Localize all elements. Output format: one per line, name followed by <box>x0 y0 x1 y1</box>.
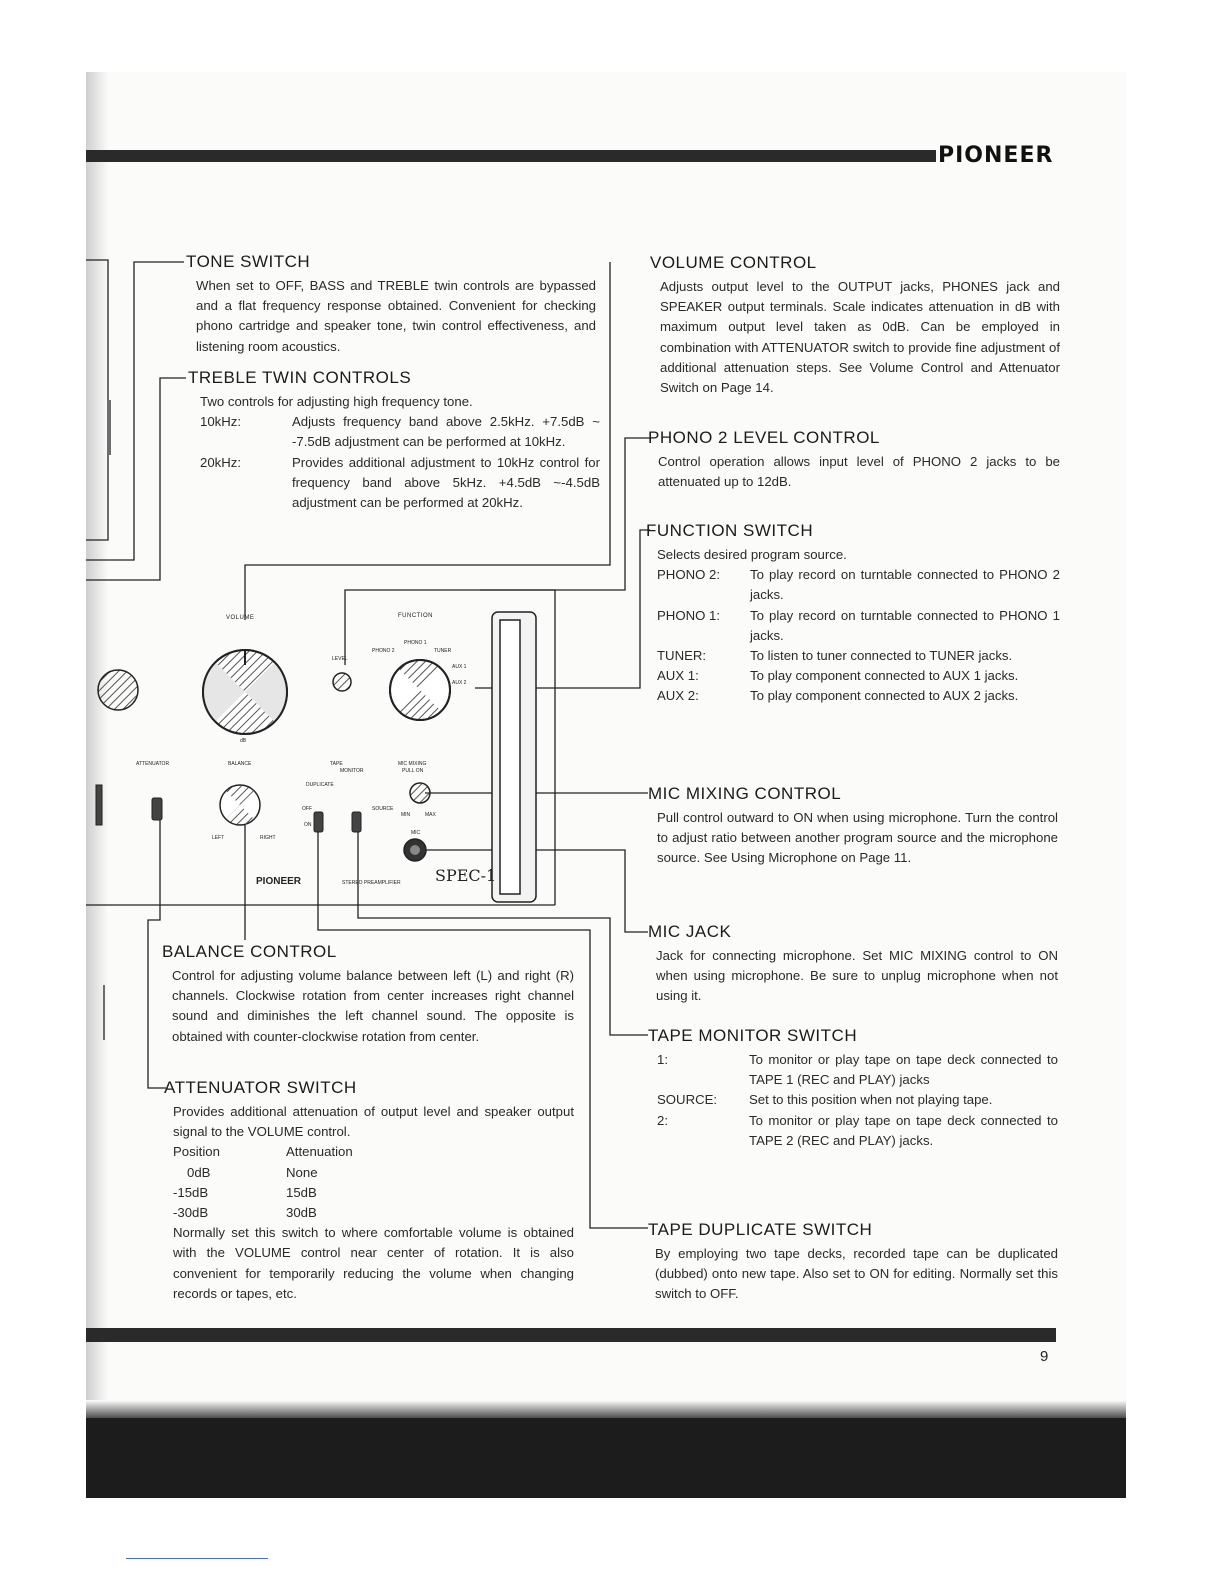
attenuator-cell-attenuation: None <box>286 1164 318 1180</box>
treble-row <box>200 412 600 452</box>
mic-mixing-title: MIC MIXING CONTROL <box>648 784 842 803</box>
function-row-value: To listen to tuner connected to TUNER jacks. <box>750 648 1013 664</box>
function-intro: Selects desired program source. <box>657 547 847 562</box>
tone-switch-section <box>186 252 596 357</box>
label-mic: MIC <box>411 830 421 836</box>
attenuator-head-attenuation: Attenuation <box>286 1144 353 1160</box>
treble-intro: Two controls for adjusting high frequency tone. <box>200 394 473 409</box>
tape-monitor-section <box>648 1026 1058 1151</box>
tape-monitor-row <box>657 1111 1058 1151</box>
panel-caption: STEREO PREAMPLIFIER <box>342 880 401 886</box>
tape-monitor-row-key: 1: <box>657 1052 668 1067</box>
attenuator-cell-position: -30dB <box>173 1205 209 1221</box>
label-duplicate: DUPLICATE <box>306 782 334 788</box>
attenuator-section <box>164 1078 574 1304</box>
panel-brand: PIONEER <box>256 876 302 887</box>
tape-duplicate-section <box>648 1220 1058 1305</box>
treble-row-value: Provides additional adjustment to 10kHz control for frequency band above 5kHz. +4.5dB ~-4.5dB adjustment can be performed at 20kHz. <box>292 454 600 511</box>
mic-mixing-section <box>648 784 1058 869</box>
phono2-body: Control operation allows input level of PHONO 2 jacks to be attenuated up to 12dB. <box>658 454 1060 490</box>
tape-monitor-row-key: 2: <box>657 1112 668 1128</box>
label-monitor: MONITOR <box>340 768 364 774</box>
tape-monitor-row <box>657 1050 1058 1090</box>
label-level: LEVEL <box>332 656 348 662</box>
function-row <box>657 565 1060 605</box>
attenuator-cell-position: 0dB <box>187 1164 211 1180</box>
attenuator-cell-attenuation: 30dB <box>286 1205 317 1221</box>
label-source: SOURCE <box>372 806 394 812</box>
function-section <box>646 521 1060 707</box>
label-off: OFF <box>302 806 312 812</box>
function-row-value: To play record on turntable connected to PHONO 1 jacks. <box>750 607 1060 643</box>
footer-bar <box>86 1328 1056 1342</box>
function-row-value: To play record on turntable connected to PHONO 2 jacks. <box>750 567 1060 603</box>
treble-title: TREBLE TWIN CONTROLS <box>188 368 412 387</box>
tape-monitor-title: TAPE MONITOR SWITCH <box>648 1026 858 1045</box>
attenuator-table-head <box>173 1142 574 1162</box>
label-max: MAX <box>425 812 436 818</box>
label-phono2: PHONO 2 <box>372 648 395 654</box>
attenuator-table-row <box>173 1163 574 1183</box>
label-tuner: TUNER <box>434 648 452 654</box>
label-min: MIN <box>401 812 411 818</box>
panel-handle <box>492 612 536 902</box>
balance-body: Control for adjusting volume balance between left (L) and right (R) channels. Clockwise rotation from center increases right channel sound and diminishes the left channel sound. The opposite is obtained with counter-clockwise rotation from center. <box>172 968 574 1044</box>
label-function: FUNCTION <box>398 613 433 619</box>
label-right: RIGHT <box>260 835 276 841</box>
label-left: LEFT <box>212 835 225 841</box>
mic-mixing-knob <box>410 783 430 803</box>
phono2-section <box>648 428 1060 492</box>
label-on: ON <box>304 822 312 828</box>
attenuator-outro: Normally set this switch to where comfortable volume is obtained with the VOLUME control near center of rotation. It is also convenient for temporarily reducing the volume when changing records or tapes, etc. <box>173 1225 574 1301</box>
mic-mixing-body: Pull control outward to ON when using microphone. Turn the control to adjust ratio between another program source and the microphone source. See Using Microphone on Page 11. <box>657 810 1058 866</box>
attenuator-intro: Provides additional attenuation of output level and speaker output signal to the VOLUME control. <box>173 1104 574 1140</box>
attenuator-table-row <box>173 1183 574 1203</box>
phono2-title: PHONO 2 LEVEL CONTROL <box>648 428 880 447</box>
function-row <box>657 666 1060 686</box>
balance-section <box>162 942 574 1047</box>
tape-monitor-row-value: To monitor or play tape on tape deck connected to TAPE 1 (REC and PLAY) jacks <box>749 1052 1058 1088</box>
attenuator-table-row <box>173 1203 574 1223</box>
function-row-key: AUX 2: <box>657 688 699 704</box>
label-attenuator: ATTENUATOR <box>136 761 170 767</box>
label-mic-mixing: MIC MIXING <box>398 761 427 767</box>
tape-monitor-row-key: SOURCE: <box>657 1092 718 1108</box>
label-volume: VOLUME <box>226 615 255 621</box>
label-balance: BALANCE <box>228 761 252 767</box>
volume-title: VOLUME CONTROL <box>650 253 817 272</box>
tape-monitor-row-value: Set to this position when not playing tape. <box>749 1092 993 1108</box>
function-row <box>657 606 1060 646</box>
function-knob <box>390 660 450 720</box>
treble-row <box>200 453 600 514</box>
treble-row-value: Adjusts frequency band above 2.5kHz. +7.5dB ~ -7.5dB adjustment can be performed at 10kHz. <box>292 414 600 450</box>
function-row-key: PHONO 2: <box>657 567 721 583</box>
treble-knob <box>98 670 138 710</box>
attenuator-cell-position: -15dB <box>173 1184 209 1200</box>
volume-knob <box>202 649 287 734</box>
label-aux2: AUX 2 <box>452 680 467 686</box>
page-number: 9 <box>1040 1348 1049 1365</box>
balance-knob <box>220 785 260 825</box>
treble-row-key: 20kHz: <box>200 454 242 470</box>
treble-row-key: 10kHz: <box>200 414 242 430</box>
mic-jack-socket <box>404 839 426 861</box>
tape-monitor-row <box>657 1090 1058 1110</box>
tape-monitor-row-value: To monitor or play tape on tape deck connected to TAPE 2 (REC and PLAY) jacks. <box>749 1112 1058 1148</box>
label-aux1: AUX 1 <box>452 664 467 670</box>
function-row-key: PHONO 1: <box>657 607 721 623</box>
tone-switch-body: When set to OFF, BASS and TREBLE twin controls are bypassed and a flat frequency response obtained. Convenient for checking phono cartridge and speaker tone, twin control effectiveness, and listening room acoustics. <box>196 278 596 354</box>
function-row-value: To play component connected to AUX 2 jacks. <box>750 688 1019 704</box>
tape-duplicate-body: By employing two tape decks, recorded tape can be duplicated (dubbed) onto new tape. Also set to ON for editing. Normally set this switch to OFF. <box>655 1246 1058 1302</box>
label-phono1: PHONO 1 <box>404 640 427 646</box>
label-pull-on: PULL ON <box>402 768 424 774</box>
volume-section <box>650 253 1060 398</box>
attenuator-cell-attenuation: 15dB <box>286 1184 317 1200</box>
function-row-value: To play component connected to AUX 1 jacks. <box>750 668 1019 684</box>
function-row-key: AUX 1: <box>657 668 699 684</box>
function-title: FUNCTION SWITCH <box>646 521 814 540</box>
label-tape: TAPE <box>330 761 343 767</box>
mic-jack-body: Jack for connecting microphone. Set MIC MIXING control to ON when using microphone. Be sure to unplug microphone when not using it. <box>656 948 1058 1004</box>
brand-logo: PIONEER <box>938 143 1054 168</box>
label-db: dB <box>240 738 247 744</box>
attenuator-head-position: Position <box>173 1144 220 1160</box>
function-row <box>657 686 1060 706</box>
tape-duplicate-title: TAPE DUPLICATE SWITCH <box>648 1220 873 1239</box>
phono2-level-knob <box>333 673 351 691</box>
volume-body: Adjusts output level to the OUTPUT jacks, PHONES jack and SPEAKER output terminals. Scale indicates attenuation in dB with maximum output level taken as 0dB. Can be employed in combination with ATTENUATOR switch to provide fine adjustment of additional attenuation steps. See Volume Control and Attenuator Switch on Page 14. <box>660 279 1060 396</box>
treble-section <box>188 368 600 513</box>
tone-switch-title: TONE SWITCH <box>186 252 311 271</box>
attenuator-title: ATTENUATOR SWITCH <box>164 1078 357 1097</box>
function-row <box>657 646 1060 666</box>
function-row-key: TUNER: <box>657 648 707 664</box>
mic-jack-section <box>648 922 1058 1007</box>
balance-title: BALANCE CONTROL <box>162 942 337 961</box>
panel-model: SPEC-1 <box>435 866 497 885</box>
mic-jack-title: MIC JACK <box>648 922 732 941</box>
